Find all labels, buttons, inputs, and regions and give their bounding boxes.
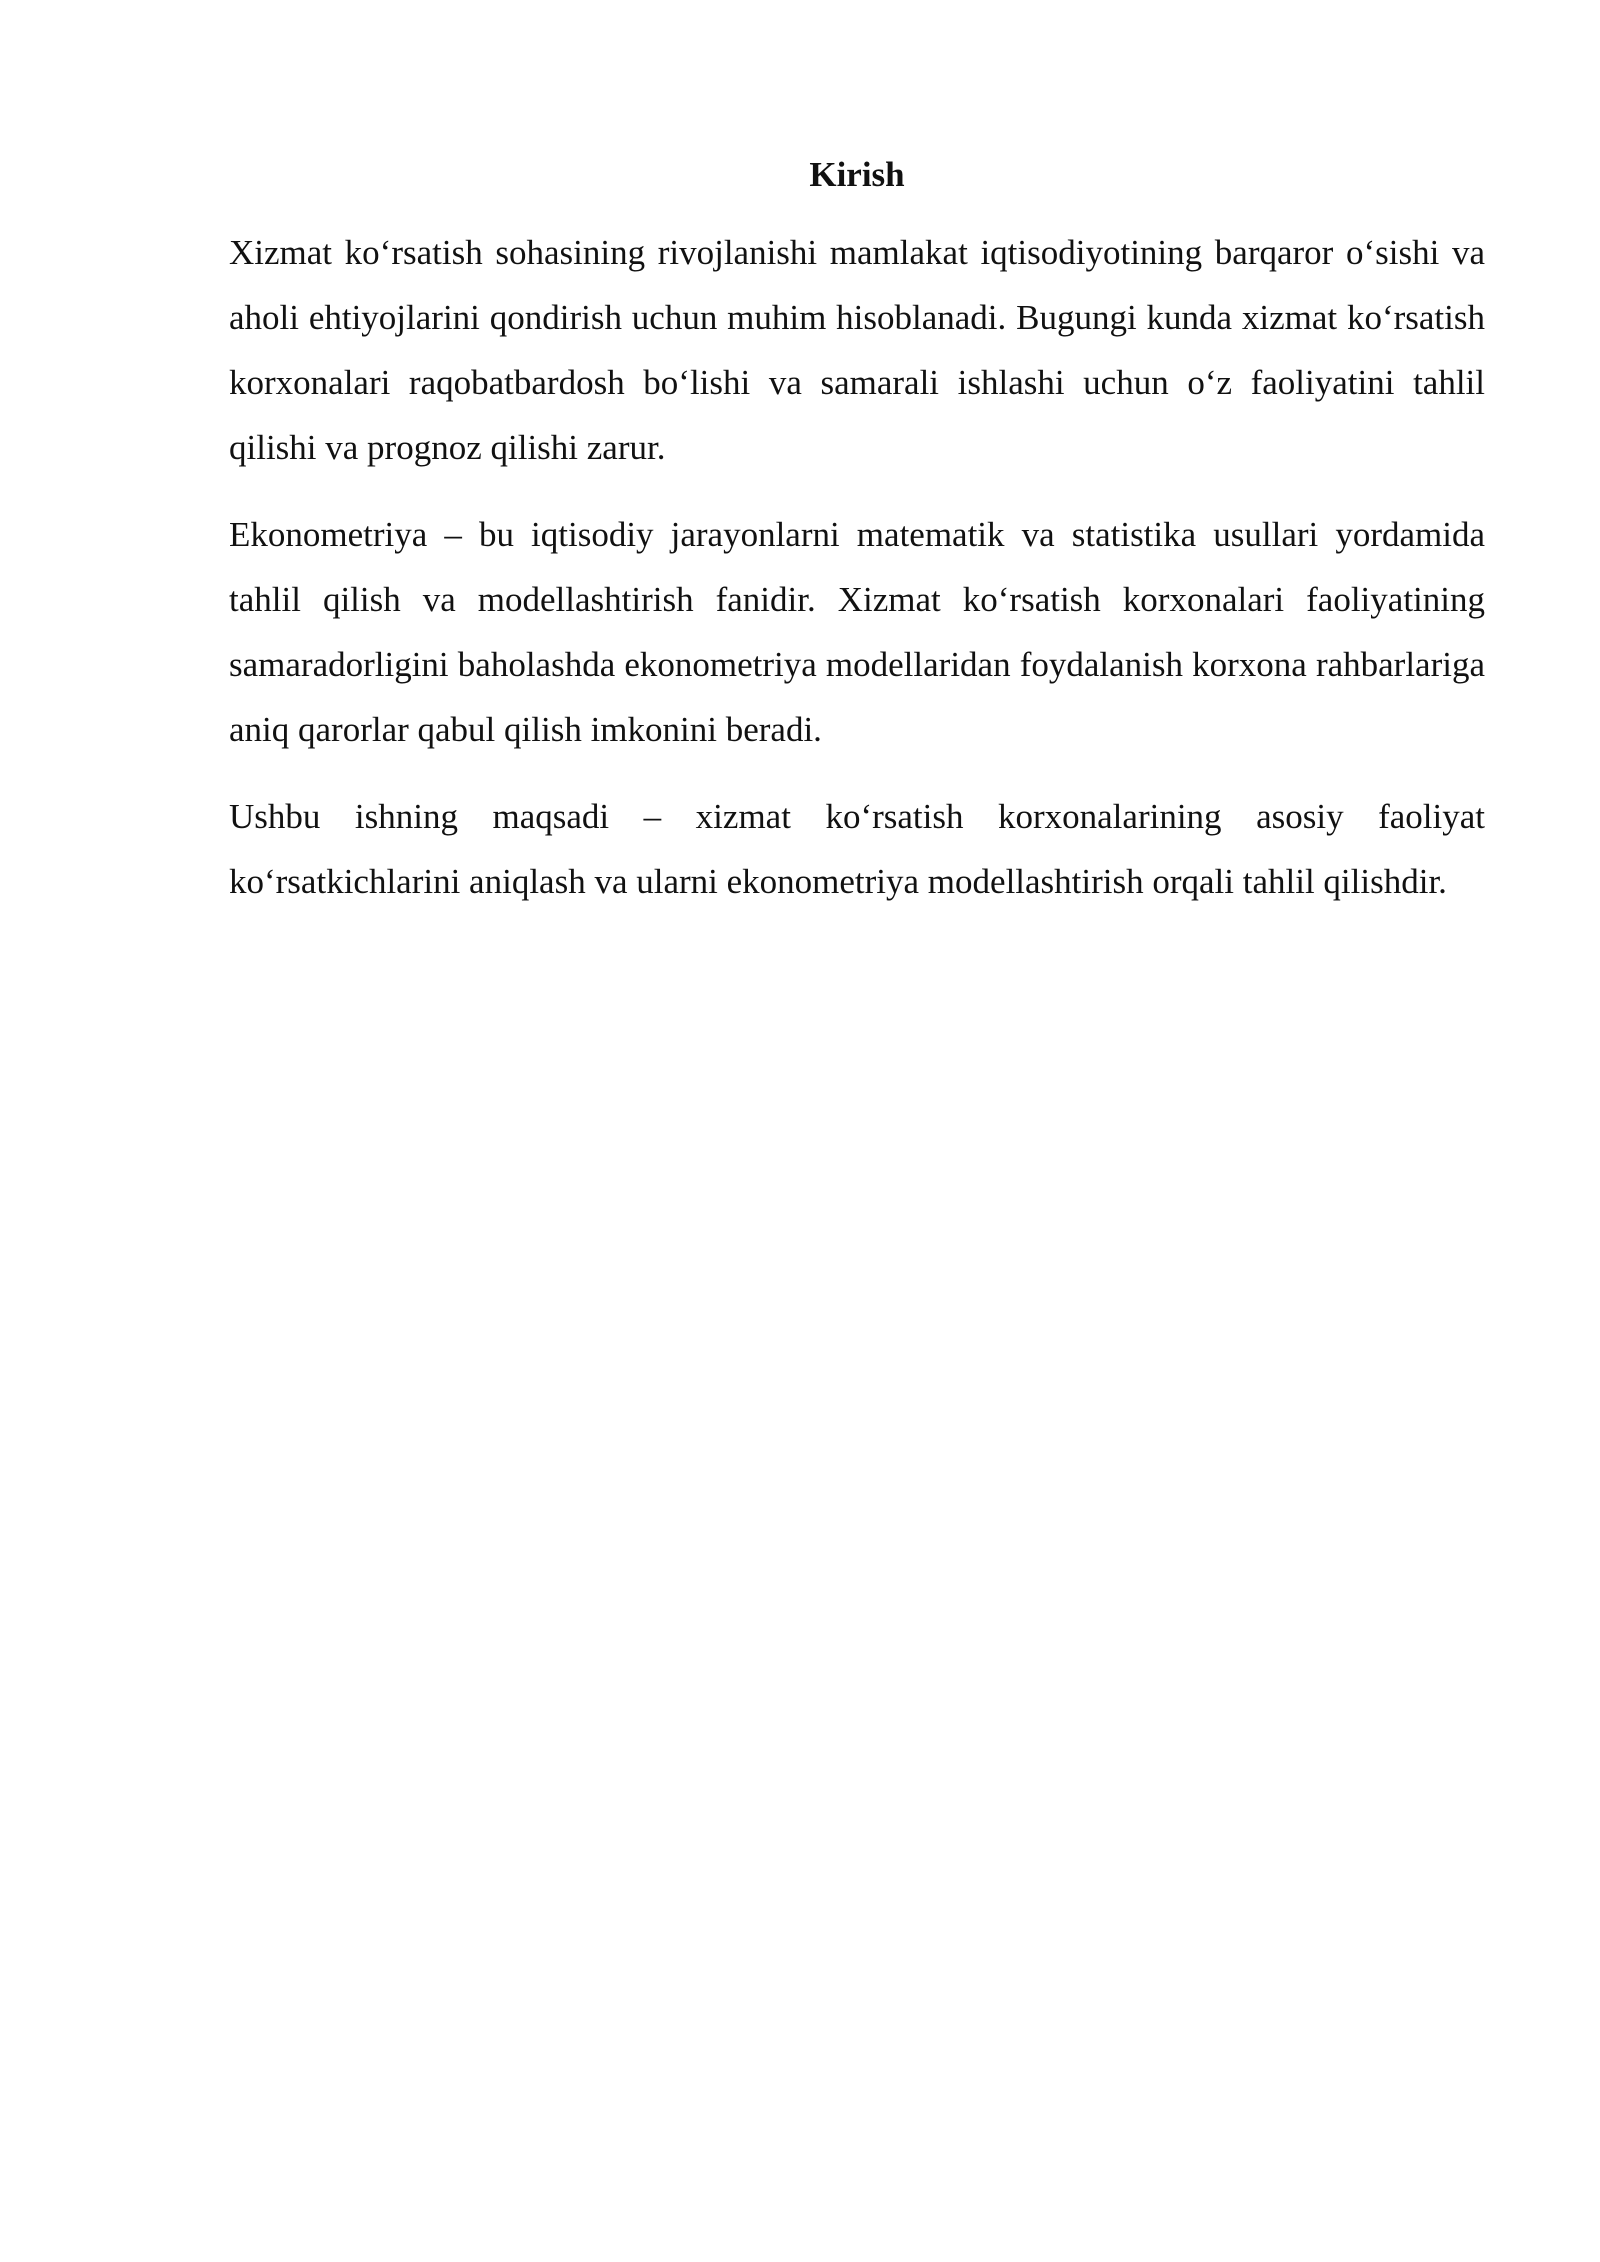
paragraph-1: Xizmat ko‘rsatish sohasining rivojlanishi mamlakat iqtisodiyotining barqaror o‘sishi va aholi ehtiyojlarini qondirish uchun muhim hisoblanadi. Bugungi kunda xizmat ko‘rsatish korxonalari raqobatbardosh bo‘lishi va samarali ishlashi uchun o‘z faoliyatini tahlil qilishi va prognoz qilishi zarur. [229,233,1485,467]
page-title: Kirish [809,155,905,194]
document-body [229,150,1485,936]
paragraph-3: Ushbu ishning maqsadi – xizmat ko‘rsatish korxonalarining asosiy faoliyat ko‘rsatkichlarini aniqlash va ularni ekonometriya modellashtirish orqali tahlil qilishdir. [229,797,1485,901]
paragraph-2: Ekonometriya – bu iqtisodiy jarayonlarni matematik va statistika usullari yordamida tahlil qilish va modellashtirish fanidir. Xizmat ko‘rsatish korxonalari faoliyatining samaradorligini baholashda ekonometriya modellaridan foydalanish korxona rahbarlariga aniq qarorlar qabul qilish imkonini beradi. [229,515,1485,749]
